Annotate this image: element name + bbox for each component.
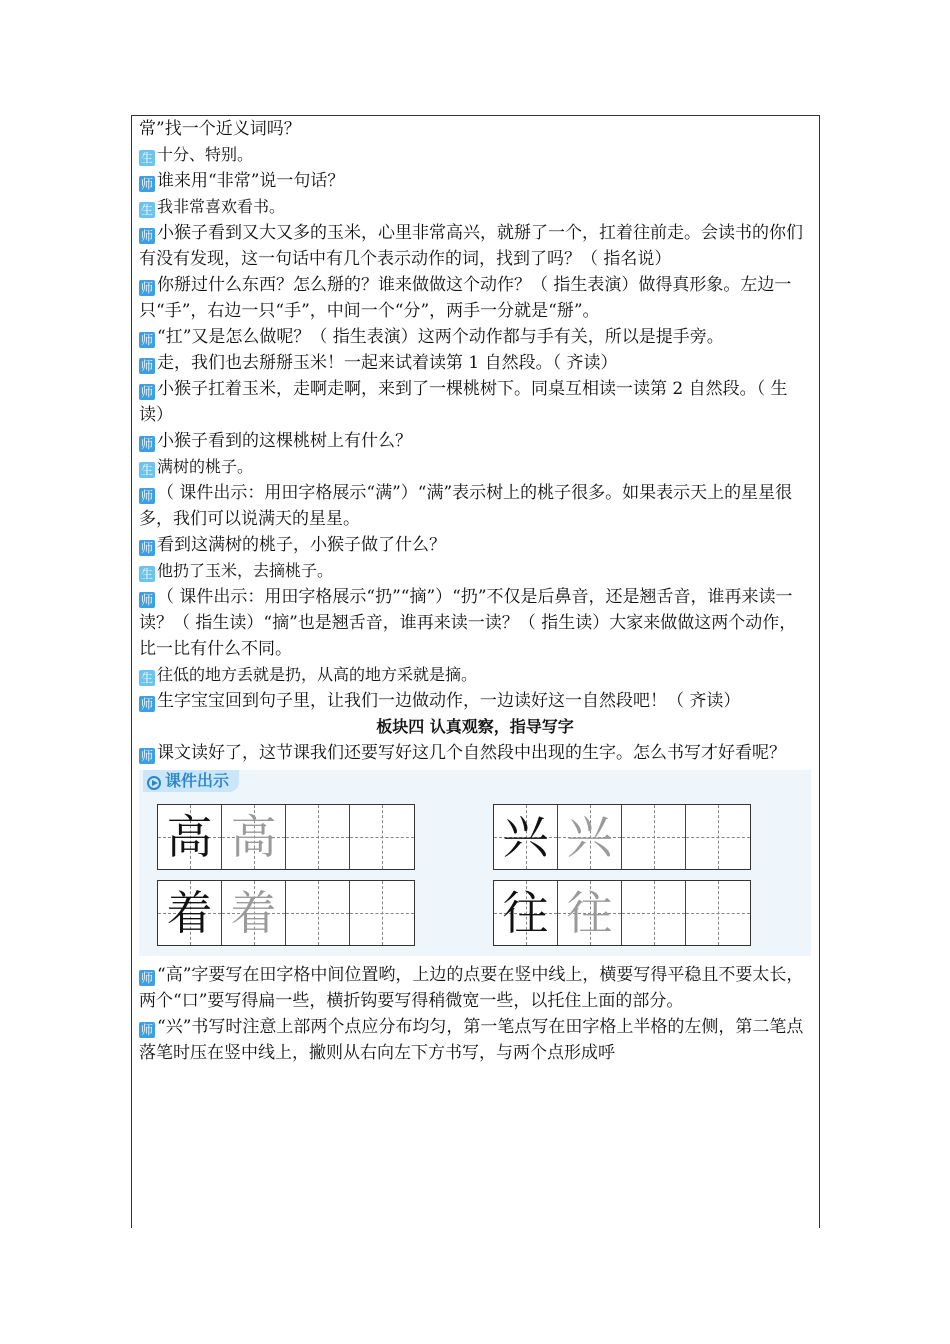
teacher-tag-icon: 师 [140,1023,153,1037]
grid-cell [158,881,222,945]
char-trace: 往 [566,886,613,940]
line-text: （ 课件出示：用田字格展示“扔”“摘”）“扔”不仅是后鼻音，还是翘舌音，谁再来读一读？（ 指生读）“摘”也是翘舌音，谁再来读一读？（ 指生读）大家来做做这两个动作，比一比有什么不同。 [139,587,797,659]
line-text: 走，我们也去掰掰玉米！一起来试着读第 1 自然段。（ 齐读） [157,353,618,373]
teacher-tag-icon: 师 [140,281,153,295]
teacher-tag-icon: 师 [140,359,153,373]
line-text: 满树的桃子。 [157,457,254,476]
grid-cell [686,881,750,945]
teacher-line [139,584,811,662]
char-sample: 往 [502,886,549,940]
student-tag-icon: 生 [140,203,153,217]
line-text: 生字宝宝回到句子里，让我们一边做动作，一边读好这一自然段吧！（ 齐读） [157,691,741,711]
teacher-line [139,272,811,324]
intro-paragraph [139,740,811,766]
teacher-tag-icon: 师 [140,971,153,985]
teacher-tag-icon: 师 [140,541,153,555]
line-text: （ 课件出示：用田字格展示“满”）“满”表示树上的桃子很多。如果表示天上的星星很多，我们可以说满天的星星。 [139,483,793,529]
teacher-line [139,220,811,272]
teacher-line [139,532,811,558]
teacher-tag-icon: 师 [140,229,153,243]
teacher-line [139,428,811,454]
char-sample: 高 [166,810,213,864]
line-text: “兴”书写时注意上部两个点应分布均匀，第一笔点写在田字格上半格的左侧，第二笔点落笔时压在竖中线上，撇则从右向左下方书写，与两个点形成呼 [139,1017,804,1063]
teacher-tag-icon: 师 [140,593,153,607]
grid-cell [158,805,222,869]
grid-cell [558,881,622,945]
line-text: “扛”又是怎么做呢？（ 指生表演）这两个动作都与手有关，所以是提手旁。 [157,327,724,347]
student-tag-icon: 生 [140,671,153,685]
lesson-content [139,116,811,1066]
dialogue-list-a [139,116,811,714]
teacher-line [139,1014,811,1066]
teacher-line [139,480,811,532]
grid-cell [350,805,414,869]
teacher-tag-icon: 师 [140,385,153,399]
char-trace: 兴 [566,810,613,864]
courseware-title-text: 课件出示 [165,771,230,790]
grid-cell [286,881,350,945]
grid-cell [494,805,558,869]
teacher-tag-icon: 师 [140,437,153,451]
grid-cell [350,881,414,945]
line-text: 我非常喜欢看书。 [157,197,286,216]
teacher-tag-icon: 师 [140,749,153,763]
tianzige-row-gao [157,804,415,870]
grid-cell [622,881,686,945]
play-icon [147,776,161,790]
line-text: “高”字要写在田字格中间位置哟，上边的点要在竖中线上，横要写得平稳且不要太长，两个“口”要写得扁一些，横折钩要写得稍微宽一些，以托住上面的部分。 [139,965,804,1011]
tianzige-row-wang [493,880,751,946]
grid-cell [622,805,686,869]
dialogue-list-b [139,962,811,1066]
teacher-line [139,688,811,714]
line-text: 常”找一个近义词吗？ [139,119,301,139]
line-text: 看到这满树的桃子，小猴子做了什么？ [157,535,446,555]
line-text: 小猴子看到又大又多的玉米，心里非常高兴，就掰了一个，扛着往前走。会读书的你们有没有发现，这一句话中有几个表示动作的词，找到了吗？（ 指名说） [139,223,803,269]
teacher-tag-icon: 师 [140,333,153,347]
char-trace: 着 [230,886,277,940]
grid-cell [286,805,350,869]
courseware-panel [139,770,811,956]
student-line [139,142,811,168]
grid-cell [222,881,286,945]
teacher-line [139,324,811,350]
line-text: 往低的地方丢就是扔，从高的地方采就是摘。 [157,665,478,684]
student-tag-icon: 生 [140,151,153,165]
teacher-tag-icon: 师 [140,489,153,503]
char-sample: 兴 [502,810,549,864]
tianzige-row-xing [493,804,751,870]
line-text: 小猴子扛着玉米，走啊走啊，来到了一棵桃树下。同桌互相读一读第 2 自然段。（ 生读） [139,379,788,425]
intro-text: 课文读好了，这节课我们还要写好这几个自然段中出现的生字。怎么书写才好看呢？ [157,743,786,763]
teacher-line [139,376,811,428]
student-tag-icon: 生 [140,567,153,581]
teacher-line [139,168,811,194]
line-text: 十分、特别。 [157,145,254,164]
tianzige-row-zhe [157,880,415,946]
grid-cell [222,805,286,869]
grid-cell [494,881,558,945]
line-text: 谁来用“非常”说一句话？ [157,171,345,191]
student-line [139,558,811,584]
char-trace: 高 [230,810,277,864]
student-line [139,454,811,480]
teacher-line [139,350,811,376]
section-heading: 板块四 认真观察，指导写字 [376,717,574,736]
line-text: 他扔了玉米，去摘桃子。 [157,561,334,580]
teacher-tag-icon: 师 [140,697,153,711]
teacher-line [139,116,811,142]
grid-cell [558,805,622,869]
courseware-title [143,770,239,792]
line-text: 你掰过什么东西？怎么掰的？谁来做做这个动作？（ 指生表演）做得真形象。左边一只“手”，右边一只“手”，中间一个“分”，两手一分就是“掰”。 [139,275,792,321]
student-line [139,662,811,688]
student-tag-icon: 生 [140,463,153,477]
char-sample: 着 [166,886,213,940]
teacher-line [139,962,811,1014]
teacher-tag-icon: 师 [140,177,153,191]
line-text: 小猴子看到的这棵桃树上有什么？ [157,431,412,451]
student-line [139,194,811,220]
grid-cell [686,805,750,869]
